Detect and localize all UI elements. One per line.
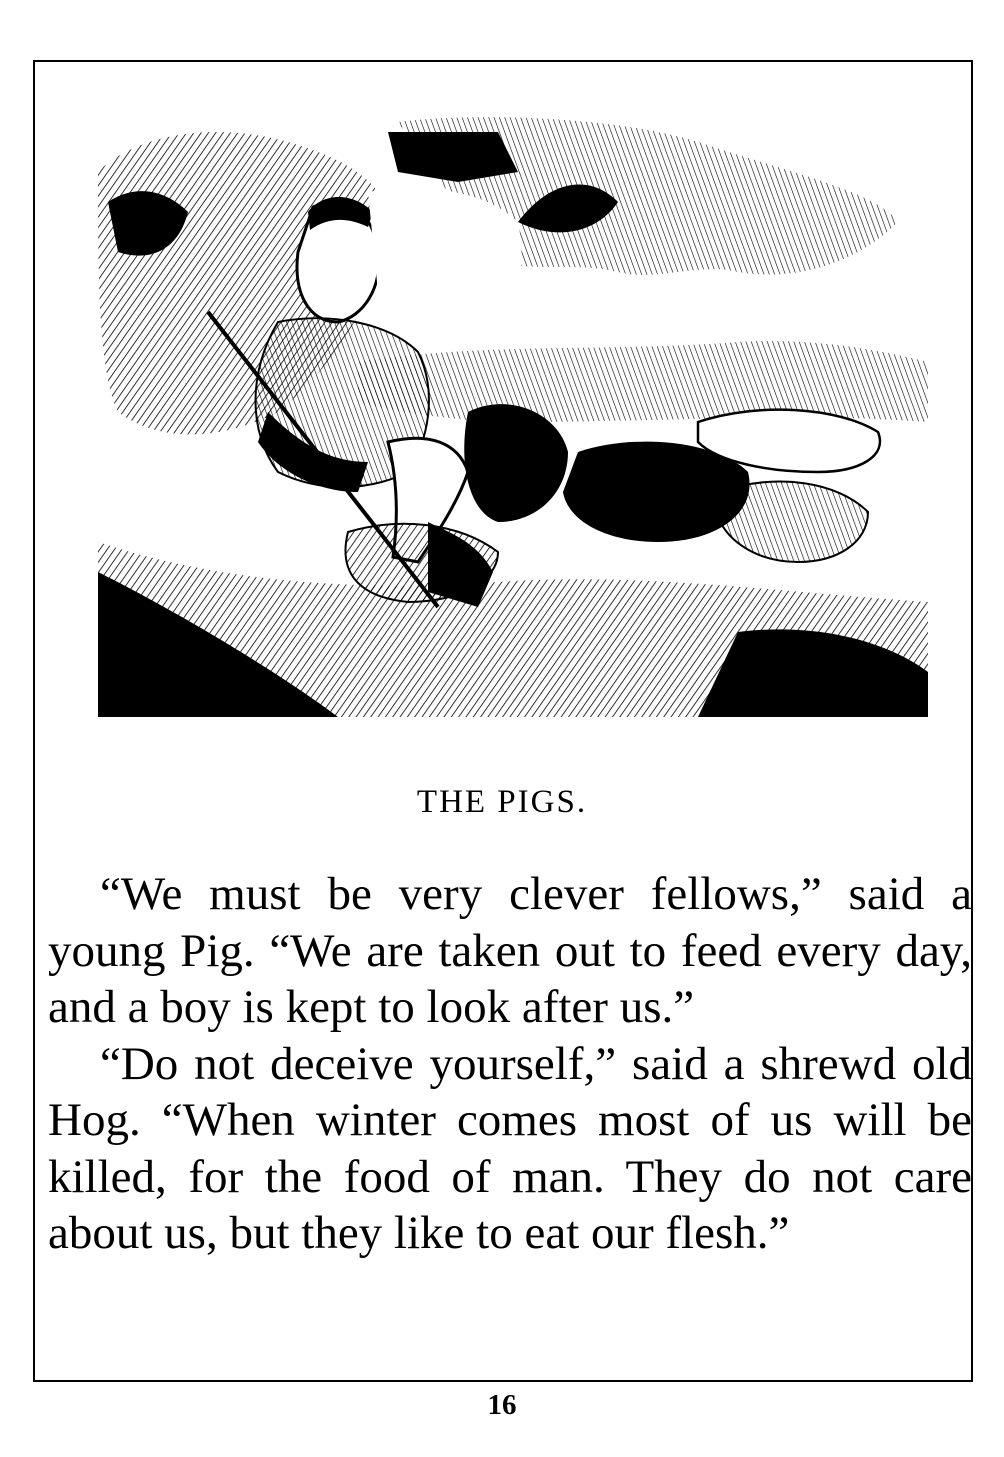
engraving-illustration: [98, 112, 928, 717]
page-title: THE PIGS.: [416, 784, 588, 820]
paragraph-young-pig: “We must be very clever fellows,” said a young Pig. “We are taken out to feed every day, and a boy is kept to look after us.”: [48, 868, 972, 1033]
engraving-boy-with-pigs-icon: [98, 112, 928, 717]
page-number: 16: [487, 1389, 517, 1421]
story-text: [48, 866, 972, 1262]
paragraph-old-hog: “Do not deceive yourself,” said a shrewd old Hog. “When winter comes most of us will be killed, for the food of man. They do not care about us, but they like to eat our flesh.”: [48, 1037, 972, 1259]
